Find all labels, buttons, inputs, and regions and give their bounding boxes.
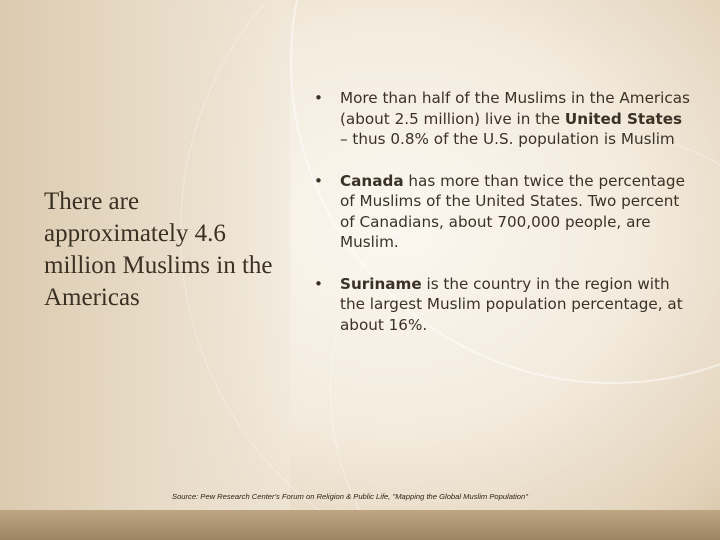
bullet-list	[314, 88, 694, 356]
bullet-item	[314, 274, 694, 336]
bullet-text: More than half of the Muslims in the Americas (about 2.5 million) live in the	[340, 89, 690, 128]
bullet-bold-prefix: Suriname	[340, 274, 422, 293]
bullet-icon: •	[314, 171, 323, 190]
slide-heading: There are approximately 4.6 million Muslims in the Americas	[44, 188, 273, 311]
bullet-bold-prefix: Canada	[340, 171, 404, 190]
bullet-item	[314, 171, 694, 253]
bullet-text: – thus 0.8% of the U.S. population is Muslim	[340, 130, 675, 148]
bullet-bold-term: United States	[564, 109, 683, 128]
bullet-item	[314, 88, 694, 150]
bullet-text: is the country in the region with the largest Muslim population percentage, at about 16%.	[340, 274, 683, 334]
bullet-text: has more than twice the percentage of Muslims of the United States. Two percent of Canadians, about 700,000 people, are Muslim.	[340, 171, 685, 251]
bullet-icon: •	[314, 89, 323, 107]
bullet-icon: •	[314, 274, 323, 293]
bottom-decorative-bar	[0, 510, 720, 540]
source-citation: Source: Pew Research Center's Forum on Religion & Public Life, "Mapping the Global Muslim Population"	[172, 492, 528, 501]
